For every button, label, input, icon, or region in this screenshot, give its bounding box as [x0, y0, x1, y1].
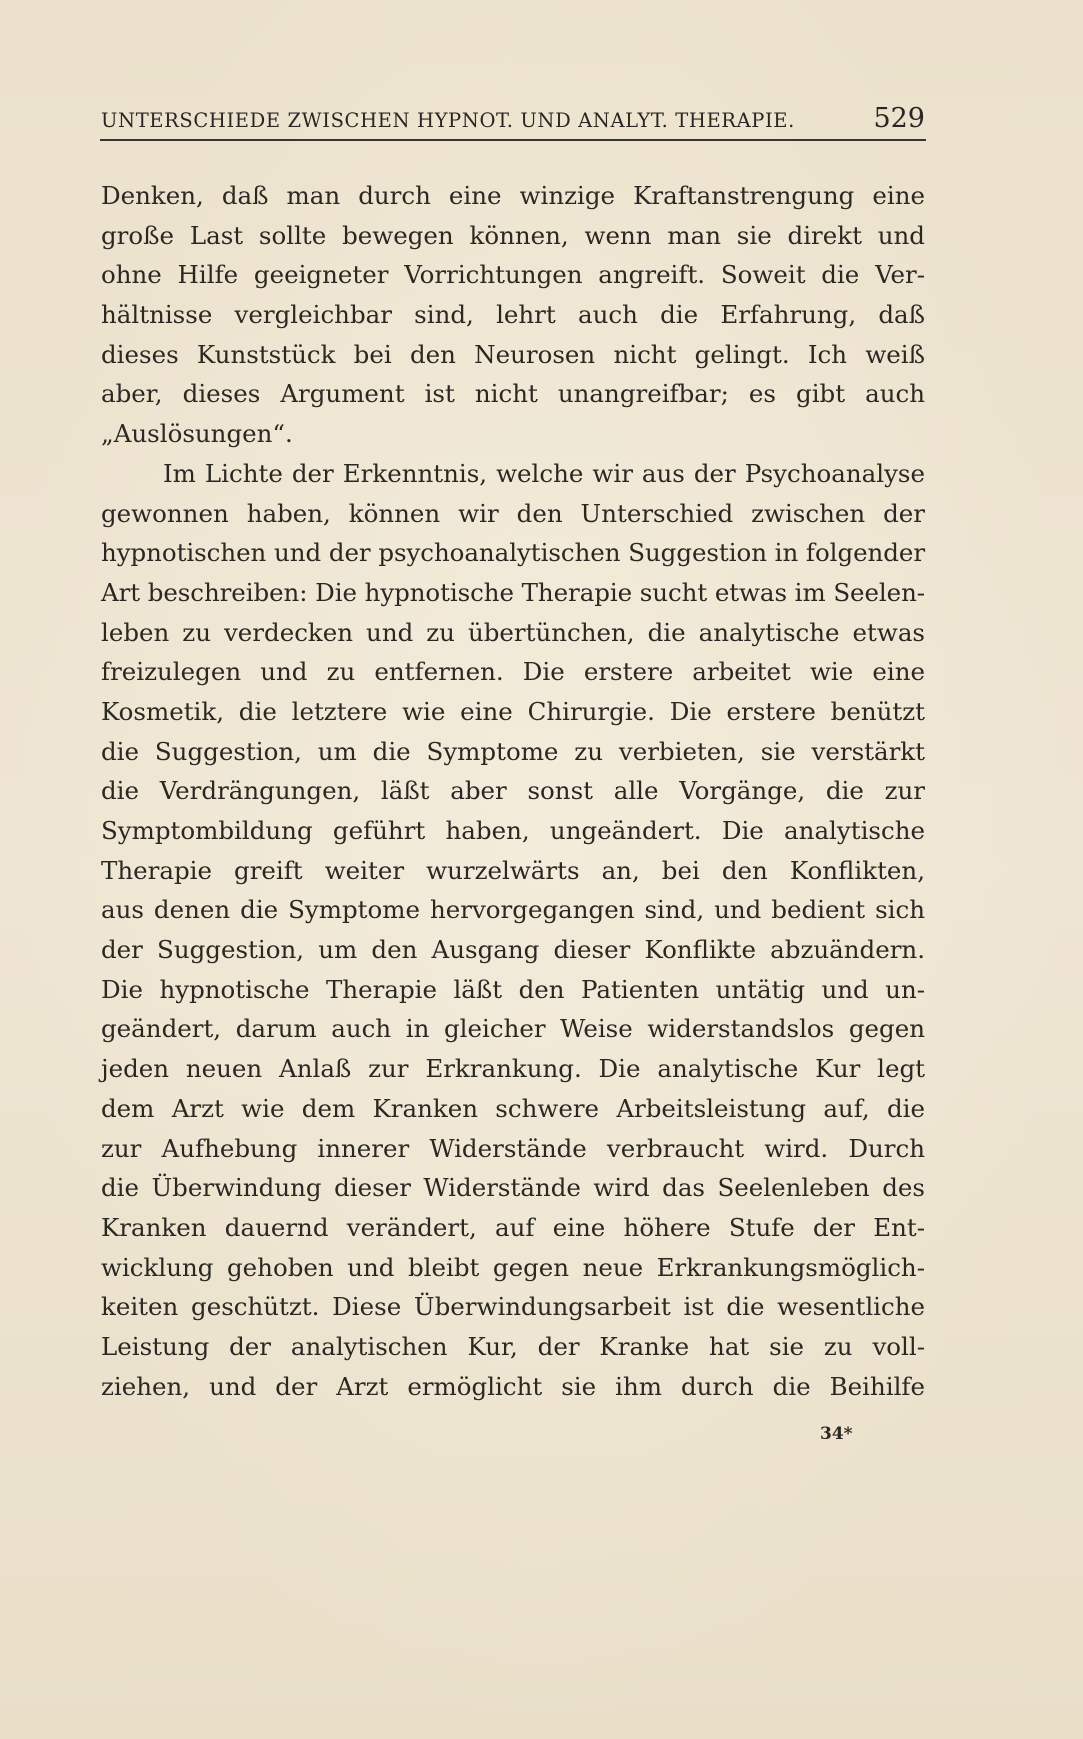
body-text	[101, 176, 925, 1406]
text-line: keiten geschützt. Diese Überwindungsarbeit ist die wesentliche	[101, 1292, 925, 1322]
text-line: jeden neuen Anlaß zur Erkrankung. Die analytische Kur legt	[101, 1054, 925, 1084]
text-line: die Verdrängungen, läßt aber sonst alle Vorgänge, die zur	[101, 776, 925, 806]
text-line: Therapie greift weiter wurzelwärts an, bei den Konflikten,	[101, 855, 925, 885]
text-line: dem Arzt wie dem Kranken schwere Arbeitsleistung auf, die	[101, 1093, 925, 1123]
text-line: Denken, daß man durch eine winzige Kraftanstrengung eine	[101, 181, 925, 210]
text-line: zur Aufhebung innerer Widerstände verbraucht wird. Durch	[101, 1133, 925, 1163]
text-line: die Suggestion, um die Symptome zu verbieten, sie verstärkt	[101, 736, 925, 766]
text-line: aus denen die Symptome hervorgegangen sind, und bedient sich	[101, 895, 925, 925]
text-line: ohne Hilfe geeigneter Vorrichtungen angreift. Soweit die Ver-	[101, 260, 925, 290]
text-line: Art beschreiben: Die hypnotische Therapie sucht etwas im Seelen-	[101, 577, 925, 607]
text-line: Leistung der analytischen Kur, der Kranke hat sie zu voll-	[101, 1331, 925, 1361]
page-number: 529	[873, 103, 925, 134]
text-line: die Überwindung dieser Widerstände wird das Seelenleben des	[101, 1173, 925, 1203]
header-rule	[100, 139, 926, 141]
text-line: wicklung gehoben und bleibt gegen neue Erkrankungsmöglich-	[101, 1252, 925, 1282]
text-line: dieses Kunststück bei den Neurosen nicht gelingt. Ich weiß	[101, 339, 925, 369]
paragraph-2	[101, 454, 925, 1407]
text-line: „Auslösungen“.	[101, 419, 293, 449]
page-header	[101, 103, 925, 137]
text-line: hypnotischen und der psychoanalytischen Suggestion in folgender	[101, 538, 925, 568]
text-line: freizulegen und zu entfernen. Die erstere arbeitet wie eine	[101, 657, 925, 687]
text-line: leben zu verdecken und zu übertünchen, die analytische etwas	[101, 617, 925, 647]
paragraph-1	[101, 176, 925, 454]
text-line: große Last sollte bewegen können, wenn man sie direkt und	[101, 220, 925, 250]
signature-mark: 34*	[820, 1424, 853, 1444]
text-line: gewonnen haben, können wir den Unterschied zwischen der	[101, 498, 925, 528]
text-line: Symptombildung geführt haben, ungeändert. Die analytische	[101, 816, 925, 845]
text-line: Die hypnotische Therapie läßt den Patienten untätig und un-	[101, 974, 925, 1004]
text-line: Im Lichte der Erkenntnis, welche wir aus der Psychoanalyse	[163, 458, 925, 488]
text-line: Kranken dauernd verändert, auf eine höhere Stufe der Ent-	[101, 1212, 925, 1242]
text-line: aber, dieses Argument ist nicht unangreifbar; es gibt auch	[101, 379, 925, 409]
text-line: der Suggestion, um den Ausgang dieser Konflikte abzuändern.	[101, 935, 925, 965]
text-line: hältnisse vergleichbar sind, lehrt auch die Erfahrung, daß	[101, 300, 925, 330]
text-line: ziehen, und der Arzt ermöglicht sie ihm durch die Beihilfe	[101, 1371, 925, 1401]
text-line: Kosmetik, die letztere wie eine Chirurgie. Die erstere benützt	[101, 696, 925, 726]
text-line: geändert, darum auch in gleicher Weise widerstandslos gegen	[101, 1014, 925, 1044]
running-head: UNTERSCHIEDE ZWISCHEN HYPNOT. UND ANALYT. THERAPIE.	[101, 109, 795, 132]
